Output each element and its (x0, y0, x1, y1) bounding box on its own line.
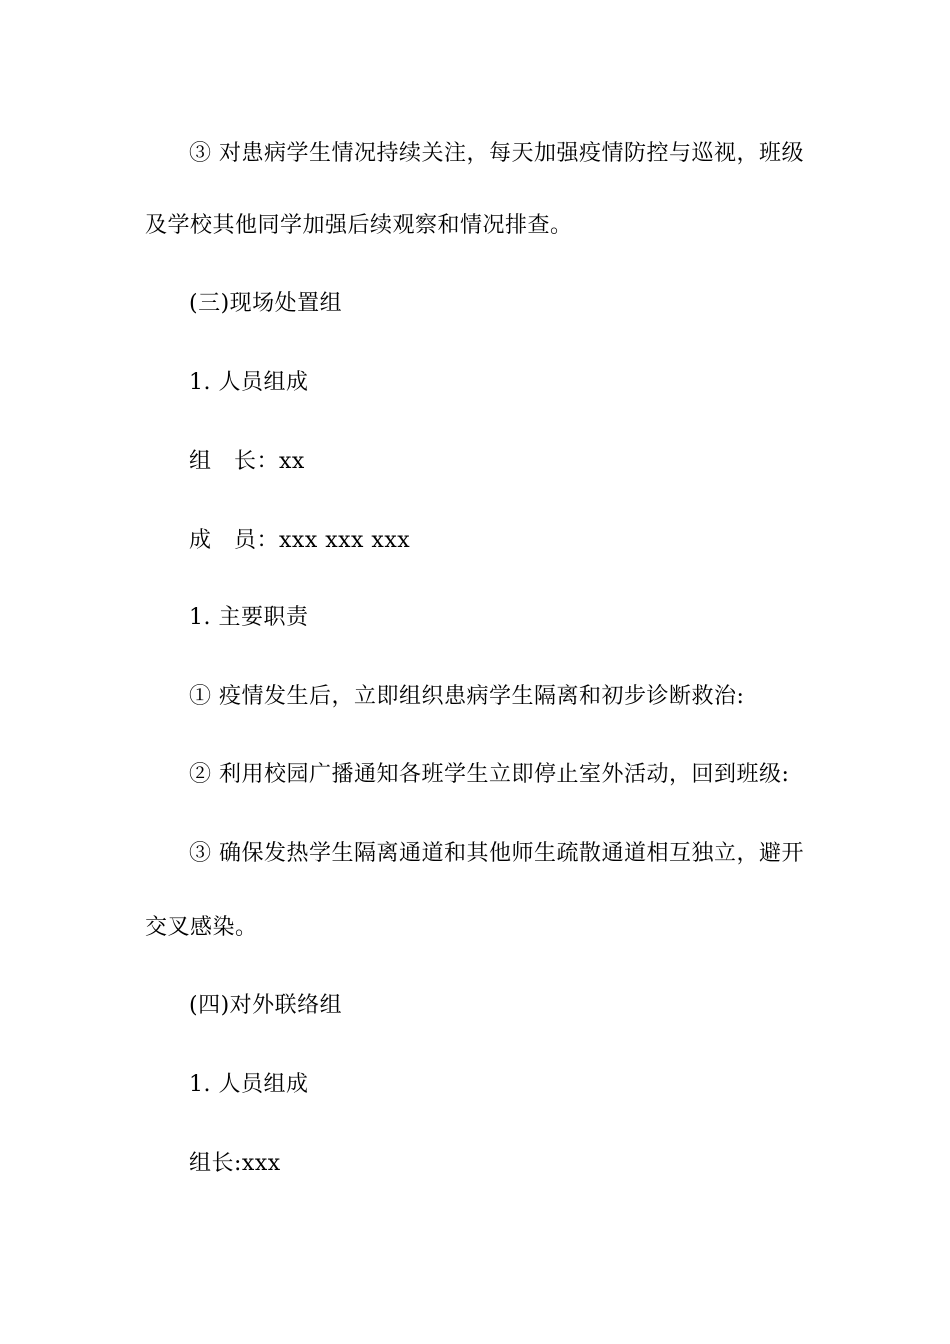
duty-item-2: ② 利用校园广播通知各班学生立即停止室外活动，回到班级: (189, 762, 790, 787)
section-heading-onsite-team: (三)现场处置组 (189, 291, 343, 316)
paragraph-item-3-continued: ③ 对患病学生情况持续关注，每天加强疫情防控与巡视，班级 (189, 141, 804, 166)
subheading-personnel: 1. 人员组成 (189, 370, 309, 395)
team-members-line: 成 员：xxx xxx xxx (189, 528, 411, 553)
section-heading-liaison-team: (四)对外联络组 (189, 993, 343, 1018)
duty-item-3: ③ 确保发热学生隔离通道和其他师生疏散通道相互独立，避开 (189, 841, 804, 866)
liaison-leader-line: 组长:xxx (189, 1151, 281, 1176)
duty-item-1: ① 疫情发生后，立即组织患病学生隔离和初步诊断救治: (189, 684, 745, 709)
team-leader-line: 组 长：xx (189, 449, 305, 474)
subheading-personnel-2: 1. 人员组成 (189, 1072, 309, 1097)
duty-item-3-wrap: 交叉感染。 (145, 915, 258, 940)
subheading-duties: 1. 主要职责 (189, 605, 309, 630)
paragraph-item-3-wrap: 及学校其他同学加强后续观察和情况排查。 (145, 213, 573, 238)
